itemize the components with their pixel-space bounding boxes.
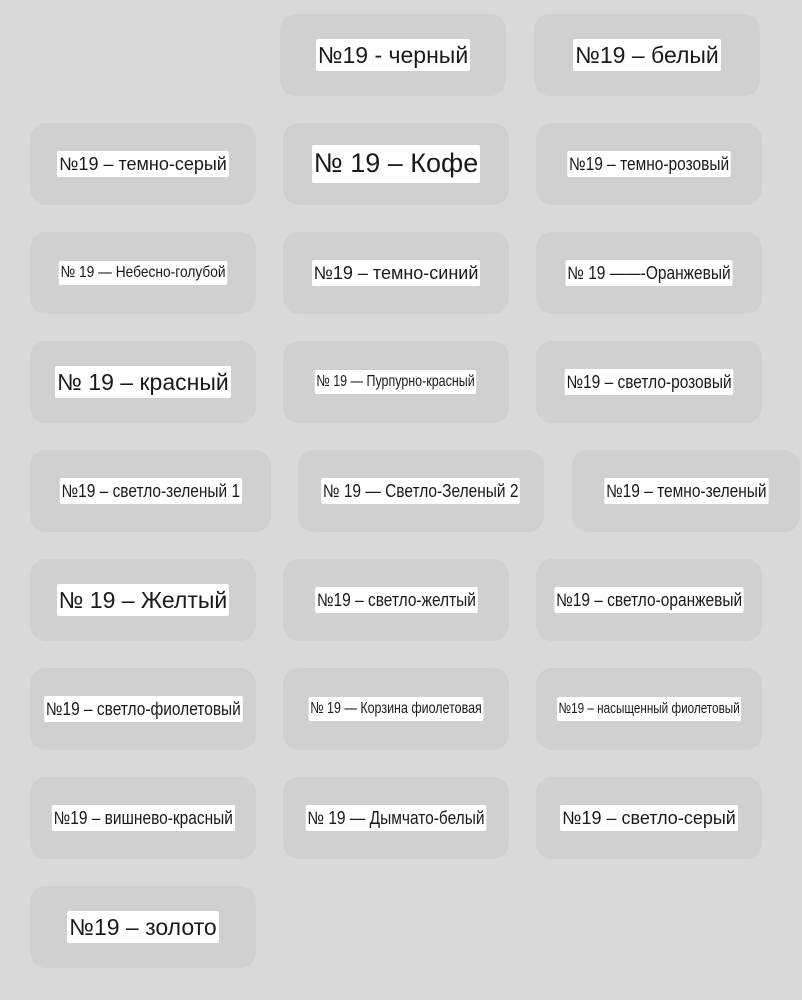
option-label: № 19 — Корзина фиолетовая (309, 697, 484, 721)
option-label: № 19 ——-Оранжевый (566, 260, 733, 287)
option-label: №19 - черный (316, 39, 470, 71)
option-tile-black[interactable] (280, 14, 506, 96)
option-tile-light-green-1[interactable] (30, 450, 271, 532)
option-label: № 19 — Дымчато-белый (306, 805, 487, 832)
option-tile-dark-gray[interactable] (30, 123, 256, 205)
option-tile-dark-green[interactable] (572, 450, 800, 532)
option-label: №19 – насыщенный фиолетовый (557, 697, 741, 720)
option-label: №19 – темно-серый (57, 151, 229, 178)
option-tile-light-violet[interactable] (30, 668, 256, 750)
option-label: №19 – светло-зеленый 1 (60, 478, 242, 505)
option-tile-basket-violet[interactable] (283, 668, 509, 750)
option-label: № 19 – Желтый (57, 584, 230, 616)
option-tile-gold[interactable] (30, 886, 256, 968)
option-label: № 19 – красный (55, 366, 230, 398)
option-label: № 19 – Кофе (312, 145, 481, 182)
option-label: №19 – золото (67, 911, 218, 943)
option-tile-dark-pink[interactable] (536, 123, 762, 205)
option-tile-coffee[interactable] (283, 123, 509, 205)
option-tile-white[interactable] (534, 14, 760, 96)
option-label: №19 – темно-зеленый (604, 478, 768, 505)
option-tile-light-green-2[interactable] (298, 450, 544, 532)
option-label: №19 – светло-фиолетовый (44, 696, 242, 723)
option-label: №19 – светло-серый (560, 805, 738, 832)
option-label: №19 – вишнево-красный (52, 805, 235, 832)
option-label: № 19 — Светло-Зеленый 2 (321, 478, 520, 505)
option-label: №19 – светло-оранжевый (554, 587, 743, 614)
option-label: №19 – белый (573, 39, 721, 71)
option-label: №19 – светло-розовый (565, 369, 734, 396)
option-tile-cherry-red[interactable] (30, 777, 256, 859)
option-tile-smoky-white[interactable] (283, 777, 509, 859)
option-tile-sky-blue[interactable] (30, 232, 256, 314)
option-tile-yellow[interactable] (30, 559, 256, 641)
option-tile-light-pink[interactable] (536, 341, 762, 423)
option-label: №19 – темно-синий (312, 260, 481, 287)
option-label: № 19 — Небесно-голубой (59, 261, 228, 285)
option-tile-purple-red[interactable] (283, 341, 509, 423)
option-tile-deep-violet[interactable] (536, 668, 762, 750)
option-tile-light-orange[interactable] (536, 559, 762, 641)
option-tile-light-yellow[interactable] (283, 559, 509, 641)
option-tile-dark-blue[interactable] (283, 232, 509, 314)
option-label: № 19 — Пурпурно-красный (315, 370, 476, 394)
option-tile-orange[interactable] (536, 232, 762, 314)
option-label: №19 – темно-розовый (567, 151, 731, 178)
option-label: №19 – светло-желтый (315, 587, 477, 614)
option-tile-light-gray[interactable] (536, 777, 762, 859)
option-tile-red[interactable] (30, 341, 256, 423)
